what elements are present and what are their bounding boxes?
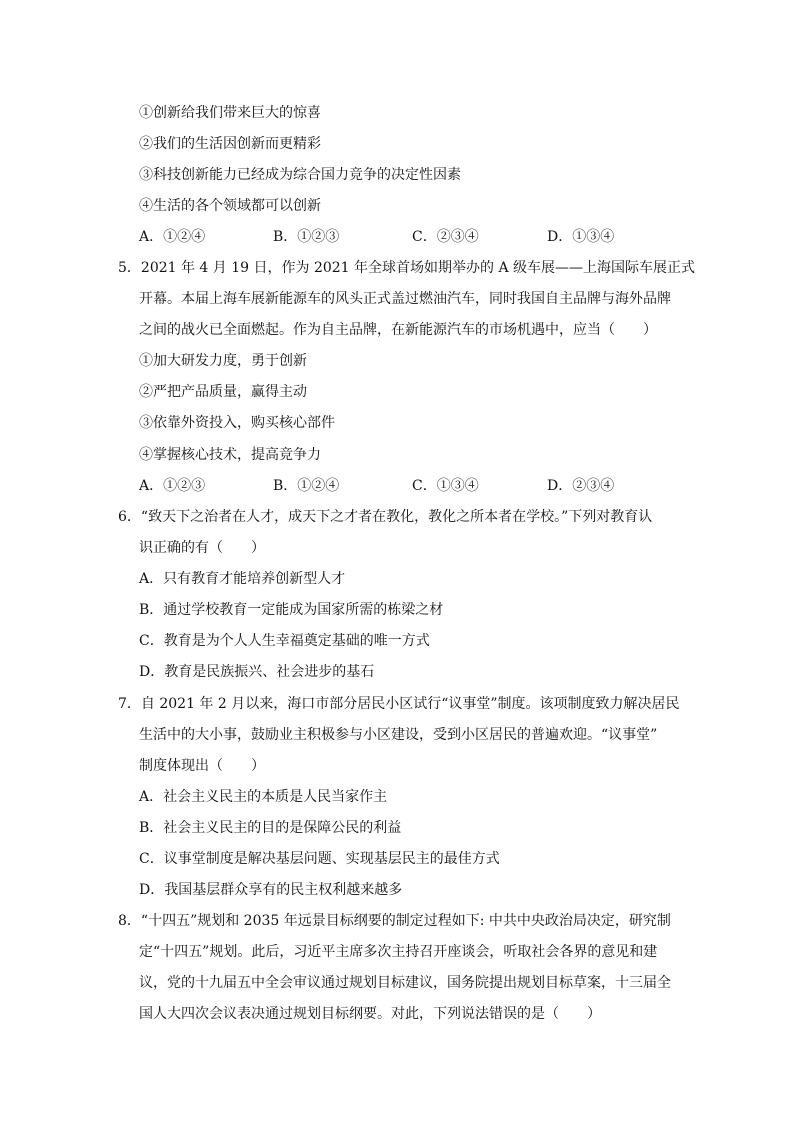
- q7-option-a: A．社会主义民主的本质是人民当家作主: [139, 789, 388, 805]
- q4-option-a: A．①②④: [139, 229, 206, 245]
- q6-stem-line-1: 6．“致天下之治者在人才，成天下之才者在教化，教化之所本者在学校。”下列对教育认: [118, 509, 653, 525]
- q4-option-c: C．②③④: [412, 229, 479, 245]
- q7-option-d: D．我国基层群众享有的民主权利越来越多: [139, 882, 403, 898]
- q7-stem-line-1: 7．自 2021 年 2 月以来，海口市部分居民小区试行“议事堂”制度。该项制度致力解决居民: [118, 696, 680, 712]
- q6-option-a: A．只有教育才能培养创新型人才: [139, 571, 346, 587]
- q8-stem-line-4: 国人大四次会议表决通过规划目标纲要。对此，下列说法错误的是（ ）: [139, 1006, 601, 1022]
- q7-option-c: C．议事堂制度是解决基层问题、实现基层民主的最佳方式: [139, 851, 500, 867]
- q6-option-c: C．教育是为个人人生幸福奠定基础的唯一方式: [139, 633, 430, 649]
- q4-option-d: D．①③④: [547, 229, 615, 245]
- q5-option-b: B．①②④: [273, 478, 340, 494]
- q7-stem-line-3: 制度体现出（ ）: [139, 758, 265, 774]
- q6-option-b: B．通过学校教育一定能成为国家所需的栋梁之材: [139, 602, 444, 618]
- q5-item-3: ③依靠外资投入，购买核心部件: [139, 415, 335, 431]
- q4-item-4: ④生活的各个领域都可以创新: [139, 198, 321, 214]
- q5-item-4: ④掌握核心技术，提高竞争力: [139, 447, 321, 463]
- q5-stem-line-1: 5．2021 年 4 月 19 日，作为 2021 年全球首场如期举办的 A 级车展——上海国际车展正式: [118, 260, 696, 276]
- q8-stem-line-2: 定“十四五”规划。此后，习近平主席多次主持召开座谈会，听取社会各界的意见和建: [139, 944, 658, 960]
- q5-option-d: D．②③④: [547, 478, 615, 494]
- q4-item-3: ③科技创新能力已经成为综合国力竞争的决定性因素: [139, 167, 461, 183]
- q8-stem-line-3: 议，党的十九届五中全会审议通过规划目标建议，国务院提出规划目标草案，十三届全: [139, 975, 671, 991]
- q5-item-2: ②严把产品质量，赢得主动: [139, 384, 307, 400]
- q7-stem-line-2: 生活中的大小事，鼓励业主积极参与小区建设，受到小区居民的普遍欢迎。“议事堂”: [139, 727, 658, 743]
- q4-option-b: B．①②③: [273, 229, 340, 245]
- q4-item-1: ①创新给我们带来巨大的惊喜: [139, 105, 321, 121]
- q7-option-b: B．社会主义民主的目的是保障公民的利益: [139, 820, 402, 836]
- q5-option-a: A．①②③: [139, 478, 206, 494]
- q5-stem-line-3: 之间的战火已全面燃起。作为自主品牌，在新能源汽车的市场机遇中，应当（ ）: [139, 322, 657, 338]
- q5-option-c: C．①③④: [412, 478, 479, 494]
- q5-item-1: ①加大研发力度，勇于创新: [139, 353, 307, 369]
- q6-stem-line-2: 识正确的有（ ）: [139, 540, 265, 556]
- q6-option-d: D．教育是民族振兴、社会进步的基石: [139, 664, 375, 680]
- q5-stem-line-2: 开幕。本届上海车展新能源车的风头正式盖过燃油汽车，同时我国自主品牌与海外品牌: [139, 291, 671, 307]
- q8-stem-line-1: 8．“十四五”规划和 2035 年远景目标纲要的制定过程如下: 中共中央政治局决定，研究制: [118, 913, 671, 929]
- q4-item-2: ②我们的生活因创新而更精彩: [139, 136, 321, 152]
